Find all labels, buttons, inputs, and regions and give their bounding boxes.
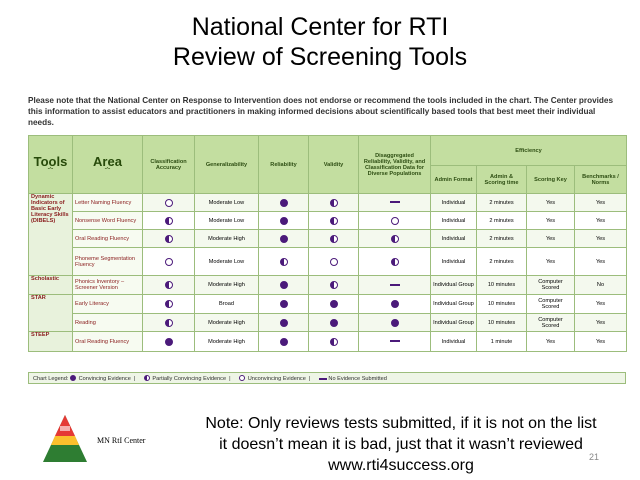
header-validity: Validity <box>309 136 359 194</box>
legend-item-label: Partially Convincing Evidence <box>152 376 227 382</box>
table-row <box>29 194 627 212</box>
classification-cell <box>143 295 195 314</box>
generalizability-cell: Moderate High <box>195 314 259 332</box>
disclaimer-text: Please note that the National Center on Response to Intervention does not endorse or recommend the tools included in the chart. The Center provides this information to assist educators and practitioners in making informed decisions about scientifically based tools that best meet their individual needs. <box>28 96 614 128</box>
validity-cell <box>309 276 359 295</box>
classification-cell <box>143 194 195 212</box>
admin-format-cell: Individual Group <box>431 314 477 332</box>
classification-cell <box>143 276 195 295</box>
table-row <box>29 276 627 295</box>
admin-format-cell: Individual <box>431 230 477 248</box>
disaggregated-cell <box>359 230 431 248</box>
area-cell: Oral Reading Fluency <box>73 230 143 248</box>
header-tools: Tools ⏞ <box>29 136 73 194</box>
legend-items <box>70 376 391 382</box>
disaggregated-cell <box>359 332 431 352</box>
rating-half-icon <box>165 300 173 308</box>
legend-item-label: No Evidence Submitted <box>328 376 387 382</box>
scoring-key-cell: Computer Scored <box>527 276 575 295</box>
tool-name: STEEP <box>29 332 73 352</box>
validity-cell <box>309 212 359 230</box>
admin-format-cell: Individual <box>431 212 477 230</box>
admin-time-cell: 10 minutes <box>477 314 527 332</box>
table-row <box>29 332 627 352</box>
admin-format-cell: Individual <box>431 194 477 212</box>
header-admin-time: Admin & Scoring time <box>477 166 527 194</box>
legend-item <box>70 376 138 382</box>
admin-time-cell: 10 minutes <box>477 276 527 295</box>
rating-half-icon <box>391 235 399 243</box>
note-line-1: Note: Only reviews tests submitted, if it is not on the list <box>205 415 597 432</box>
legend-full-icon <box>70 375 76 381</box>
note-line-2: it doesn’t mean it is bad, just that it wasn’t reviewed <box>219 436 583 453</box>
table-row <box>29 230 627 248</box>
rating-empty-icon <box>165 258 173 266</box>
legend-item <box>319 376 387 382</box>
disaggregated-cell <box>359 194 431 212</box>
tools-table <box>28 135 627 352</box>
scoring-key-cell: Yes <box>527 212 575 230</box>
rating-full-icon <box>280 338 288 346</box>
admin-time-cell: 10 minutes <box>477 295 527 314</box>
rating-full-icon <box>330 319 338 327</box>
reliability-cell <box>259 332 309 352</box>
legend-item <box>239 376 313 382</box>
benchmarks-cell: Yes <box>575 295 627 314</box>
benchmarks-cell: Yes <box>575 212 627 230</box>
reliability-cell <box>259 230 309 248</box>
area-cell: Early Literacy <box>73 295 143 314</box>
admin-time-cell: 2 minutes <box>477 230 527 248</box>
rating-none-icon <box>390 340 400 342</box>
rating-half-icon <box>391 258 399 266</box>
rating-full-icon <box>280 235 288 243</box>
legend-separator: | <box>308 376 311 382</box>
reliability-cell <box>259 194 309 212</box>
header-classification-accuracy: Classification Accuracy <box>143 136 195 194</box>
scoring-key-cell: Computer Scored <box>527 314 575 332</box>
rating-full-icon <box>280 300 288 308</box>
rating-empty-icon <box>330 258 338 266</box>
scoring-key-cell: Yes <box>527 248 575 276</box>
admin-time-cell: 1 minute <box>477 332 527 352</box>
admin-format-cell: Individual Group <box>431 295 477 314</box>
rating-full-icon <box>391 319 399 327</box>
scoring-key-cell: Computer Scored <box>527 295 575 314</box>
legend-item-label: Convincing Evidence <box>78 376 131 382</box>
validity-cell <box>309 314 359 332</box>
mn-rti-triangle-logo <box>40 412 90 466</box>
classification-cell <box>143 248 195 276</box>
benchmarks-cell: Yes <box>575 230 627 248</box>
rating-half-icon <box>165 319 173 327</box>
validity-cell <box>309 295 359 314</box>
benchmarks-cell: Yes <box>575 314 627 332</box>
header-admin-format: Admin Format <box>431 166 477 194</box>
generalizability-cell: Moderate Low <box>195 248 259 276</box>
disaggregated-cell <box>359 295 431 314</box>
reliability-cell <box>259 212 309 230</box>
classification-cell <box>143 212 195 230</box>
rating-half-icon <box>330 199 338 207</box>
table-row <box>29 295 627 314</box>
admin-format-cell: Individual <box>431 248 477 276</box>
table-row <box>29 248 627 276</box>
header-reliability: Reliability <box>259 136 309 194</box>
validity-cell <box>309 248 359 276</box>
rating-half-icon <box>330 281 338 289</box>
rating-full-icon <box>280 319 288 327</box>
rating-half-icon <box>165 235 173 243</box>
rating-full-icon <box>280 281 288 289</box>
admin-format-cell: Individual <box>431 332 477 352</box>
title-line-2: Review of Screening Tools <box>172 43 468 71</box>
header-disaggregated: Disaggregated Reliability, Validity, and Classification Data for Diverse Populations <box>359 136 431 194</box>
header-benchmarks: Benchmarks / Norms <box>575 166 627 194</box>
legend-separator: | <box>229 376 231 382</box>
area-cell: Phonics Inventory – Screener Version <box>73 276 143 295</box>
admin-time-cell: 2 minutes <box>477 212 527 230</box>
screening-tools-table <box>28 135 626 383</box>
legend-empty-icon <box>239 375 245 381</box>
reliability-cell <box>259 276 309 295</box>
legend-separator: | <box>133 376 136 382</box>
classification-cell <box>143 332 195 352</box>
validity-cell <box>309 332 359 352</box>
disaggregated-cell <box>359 314 431 332</box>
generalizability-cell: Moderate High <box>195 276 259 295</box>
scoring-key-cell: Yes <box>527 194 575 212</box>
generalizability-cell: Moderate Low <box>195 212 259 230</box>
legend-half-icon <box>144 375 150 381</box>
rating-half-icon <box>330 338 338 346</box>
legend-item-label: Unconvincing Evidence <box>247 376 306 382</box>
classification-cell <box>143 314 195 332</box>
logo-label: MN RtI Center <box>97 436 146 445</box>
rating-full-icon <box>330 300 338 308</box>
note-url-link[interactable]: www.rti4success.org <box>328 457 474 474</box>
validity-cell <box>309 230 359 248</box>
area-cell: Oral Reading Fluency <box>73 332 143 352</box>
disaggregated-cell <box>359 276 431 295</box>
area-cell: Nonsense Word Fluency <box>73 212 143 230</box>
table-row <box>29 212 627 230</box>
area-cell: Letter Naming Fluency <box>73 194 143 212</box>
slide-title <box>0 12 640 72</box>
header-generalizability: Generalizability <box>195 136 259 194</box>
rating-empty-icon <box>165 199 173 207</box>
rating-half-icon <box>165 217 173 225</box>
validity-cell <box>309 194 359 212</box>
rating-full-icon <box>280 199 288 207</box>
header-efficiency: Efficiency <box>431 136 627 166</box>
rating-full-icon <box>391 300 399 308</box>
disaggregated-cell <box>359 212 431 230</box>
header-scoring-key: Scoring Key <box>527 166 575 194</box>
reliability-cell <box>259 248 309 276</box>
legend-none-icon <box>319 378 327 380</box>
benchmarks-cell: Yes <box>575 194 627 212</box>
header-area: Area ⏞ <box>73 136 143 194</box>
note-text <box>176 413 626 476</box>
tool-name: Dynamic Indicators of Basic Early Literacy Skills (DIBELS) <box>29 194 73 276</box>
rating-half-icon <box>330 217 338 225</box>
rating-none-icon <box>390 201 400 203</box>
tool-name: STAR <box>29 295 73 332</box>
reliability-cell <box>259 295 309 314</box>
admin-format-cell: Individual Group <box>431 276 477 295</box>
benchmarks-cell: No <box>575 276 627 295</box>
scoring-key-cell: Yes <box>527 230 575 248</box>
rating-half-icon <box>280 258 288 266</box>
generalizability-cell: Moderate High <box>195 332 259 352</box>
classification-cell <box>143 230 195 248</box>
rating-full-icon <box>165 338 173 346</box>
tool-name: Scholastic <box>29 276 73 295</box>
rating-half-icon <box>165 281 173 289</box>
reliability-cell <box>259 314 309 332</box>
title-line-1: National Center for RTI <box>191 13 449 41</box>
disaggregated-cell <box>359 248 431 276</box>
rating-half-icon <box>330 235 338 243</box>
rating-none-icon <box>390 284 400 286</box>
generalizability-cell: Moderate Low <box>195 194 259 212</box>
table-row <box>29 314 627 332</box>
generalizability-cell: Moderate High <box>195 230 259 248</box>
rating-full-icon <box>280 217 288 225</box>
benchmarks-cell: Yes <box>575 248 627 276</box>
legend-item <box>144 376 234 382</box>
admin-time-cell: 2 minutes <box>477 194 527 212</box>
area-cell: Reading <box>73 314 143 332</box>
area-cell: Phoneme Segmentation Fluency <box>73 248 143 276</box>
generalizability-cell: Broad <box>195 295 259 314</box>
chart-legend <box>28 372 626 384</box>
admin-time-cell: 2 minutes <box>477 248 527 276</box>
rating-empty-icon <box>391 217 399 225</box>
table-body <box>29 194 627 352</box>
scoring-key-cell: Yes <box>527 332 575 352</box>
benchmarks-cell: Yes <box>575 332 627 352</box>
page-number: 21 <box>589 452 600 462</box>
legend-label: Chart Legend: <box>33 376 69 382</box>
